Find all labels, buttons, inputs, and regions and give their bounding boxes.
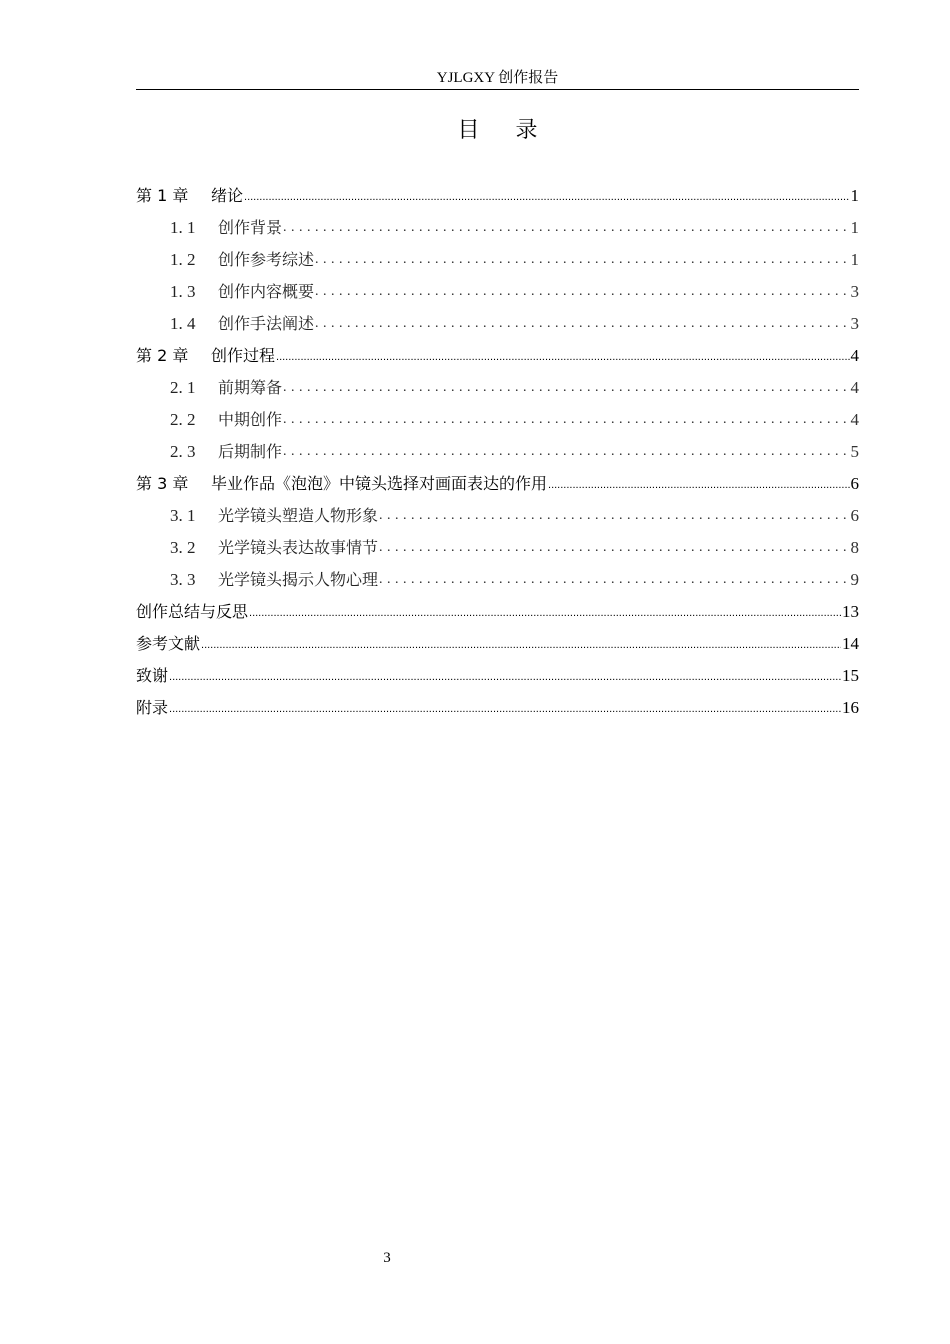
toc-section-entry[interactable] [136,244,859,276]
toc-section-entry[interactable] [136,212,859,244]
toc-chapter-entry[interactable] [136,468,859,500]
toc-dot-leader [283,212,849,244]
toc-chapter-entry[interactable] [136,628,859,660]
toc-entry-label: 致谢 [136,666,169,685]
toc-section-entry[interactable] [136,564,859,596]
toc-entry-label: 创作内容概要 [218,282,315,301]
toc-entry-page: 6 [850,506,859,525]
toc-entry-label: 创作参考综述 [218,250,315,269]
toc-dot-leader [379,532,849,564]
toc-section-entry[interactable] [136,436,859,468]
toc-dot-leader [169,660,841,692]
toc-entry-label: 光学镜头表达故事情节 [218,538,379,557]
toc-entry-page: 1 [850,186,859,205]
toc-section-entry[interactable] [136,500,859,532]
toc-entry-number: 1. 4 [170,314,196,333]
toc-entry-number: 第 3 章 [136,474,189,493]
toc-entry-label: 前期筹备 [218,378,283,397]
toc-dot-leader [201,628,841,660]
toc-entry-label: 创作总结与反思 [136,602,249,621]
toc-entry-number: 3. 1 [170,506,196,525]
toc-chapter-entry[interactable] [136,340,859,372]
toc-entry-page: 14 [842,634,859,653]
toc-entry-page: 3 [850,282,859,301]
toc-entry-page: 9 [850,570,859,589]
header-rule [136,89,859,90]
page-number: 3 [383,1250,391,1266]
toc-dot-leader [379,500,849,532]
toc-dot-leader [283,404,849,436]
toc-section-entry[interactable] [136,276,859,308]
toc-entry-page: 16 [842,698,859,717]
toc-dot-leader [315,308,849,340]
toc-dot-leader [283,436,849,468]
toc-entry-label: 毕业作品《泡泡》中镜头选择对画面表达的作用 [211,474,548,493]
toc-dot-leader [315,244,849,276]
toc-entry-label: 附录 [136,698,169,717]
toc-dot-leader [548,468,849,500]
toc-entry-label: 后期制作 [218,442,283,461]
toc-dot-leader [276,340,849,372]
toc-entry-number: 2. 2 [170,410,196,429]
toc-entry-page: 15 [842,666,859,685]
toc-entry-label: 绪论 [211,186,244,205]
toc-entry-page: 4 [850,378,859,397]
toc-chapter-entry[interactable] [136,596,859,628]
table-of-contents [136,180,859,724]
toc-entry-number: 2. 3 [170,442,196,461]
toc-entry-number: 1. 3 [170,282,196,301]
toc-dot-leader [379,564,849,596]
toc-entry-number: 2. 1 [170,378,196,397]
toc-entry-page: 4 [850,346,859,365]
toc-entry-page: 3 [850,314,859,333]
toc-entry-number: 3. 2 [170,538,196,557]
toc-dot-leader [244,180,849,212]
toc-entry-number: 1. 2 [170,250,196,269]
toc-chapter-entry[interactable] [136,660,859,692]
toc-entry-page: 1 [850,250,859,269]
toc-entry-number: 1. 1 [170,218,196,237]
toc-dot-leader [315,276,849,308]
toc-entry-page: 6 [850,474,859,493]
toc-section-entry[interactable] [136,532,859,564]
toc-section-entry[interactable] [136,308,859,340]
toc-entry-label: 中期创作 [218,410,283,429]
toc-entry-page: 4 [850,410,859,429]
toc-entry-label: 创作过程 [211,346,276,365]
toc-entry-number: 3. 3 [170,570,196,589]
toc-entry-label: 光学镜头揭示人物心理 [218,570,379,589]
toc-entry-page: 13 [842,602,859,621]
running-header: YJLGXY 创作报告 [436,70,559,86]
toc-section-entry[interactable] [136,404,859,436]
toc-entry-label: 光学镜头塑造人物形象 [218,506,379,525]
toc-entry-number: 第 2 章 [136,346,189,365]
toc-dot-leader [283,372,849,404]
toc-entry-label: 创作手法阐述 [218,314,315,333]
toc-entry-label: 参考文献 [136,634,201,653]
toc-entry-page: 1 [850,218,859,237]
toc-entry-page: 5 [850,442,859,461]
toc-section-entry[interactable] [136,372,859,404]
toc-chapter-entry[interactable] [136,692,859,724]
toc-entry-page: 8 [850,538,859,557]
toc-dot-leader [169,692,841,724]
toc-dot-leader [249,596,841,628]
toc-chapter-entry[interactable] [136,180,859,212]
toc-entry-number: 第 1 章 [136,186,189,205]
toc-entry-label: 创作背景 [218,218,283,237]
toc-title: 目录 [457,118,574,143]
